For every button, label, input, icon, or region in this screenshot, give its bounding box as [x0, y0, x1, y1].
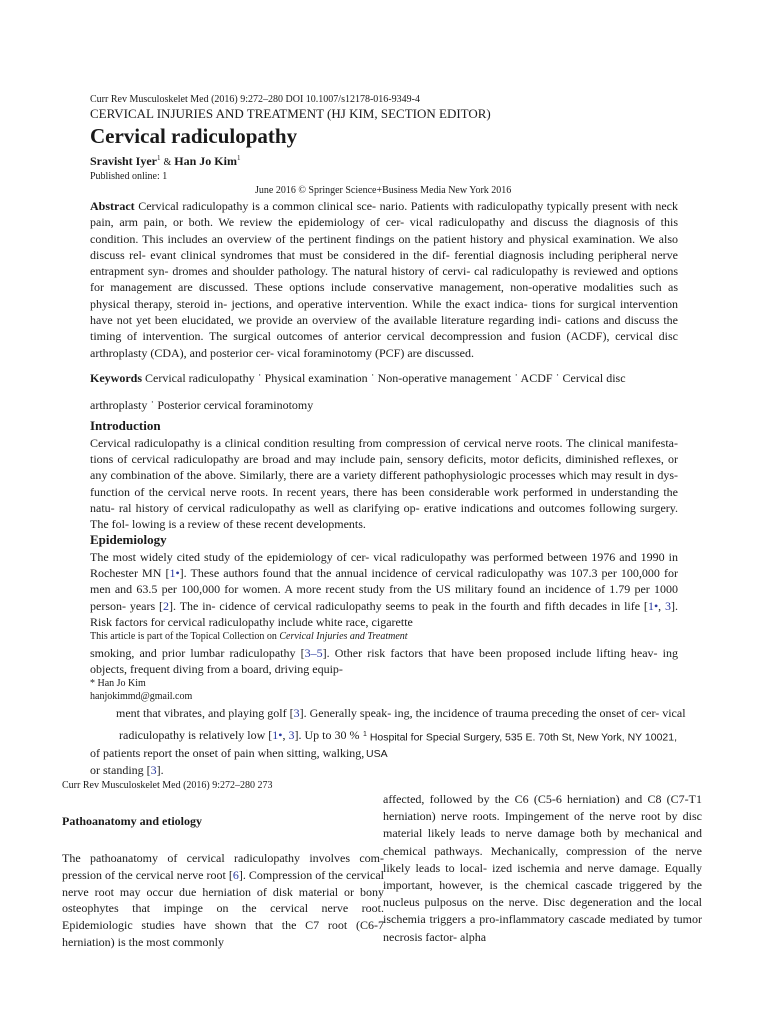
reference-link[interactable]: 6	[232, 867, 239, 882]
author-2-affil: 1	[236, 154, 241, 162]
epidemiology-heading: Epidemiology	[90, 532, 167, 547]
author-1[interactable]: Sravisht Iyer	[90, 154, 157, 168]
epidemiology-line-3	[116, 706, 686, 721]
topical-collection-note	[90, 631, 408, 642]
author-line	[90, 154, 240, 169]
epidemiology-paragraph-2	[90, 645, 678, 677]
epidemiology-line-6	[90, 763, 164, 778]
reference-link[interactable]: 3	[150, 763, 157, 777]
article-title: Cervical radiculopathy	[90, 124, 298, 148]
text-run: ment that vibrates, and playing golf [	[116, 706, 294, 720]
page-2-running-header: Curr Rev Musculoskelet Med (2016) 9:272–280 273	[62, 780, 273, 791]
text-run: ]. Other risk factors that have been proposed include lifting heav- ing objects, frequent diving from a board, driving equip-	[90, 646, 678, 677]
reference-link[interactable]: 3–5	[304, 646, 323, 660]
corresponding-email[interactable]: hanjokimmd@gmail.com	[90, 691, 193, 702]
text-run: smoking, and prior lumbar radiculopathy [	[90, 646, 305, 660]
keywords	[90, 371, 626, 386]
reference-link[interactable]: 3	[293, 706, 300, 720]
author-2[interactable]: Han Jo Kim	[174, 154, 237, 168]
text-run: ]. Compression of the cervical nerve root may occur due herniation of disk material or bony osteophytes that impinge on the cervical nerve root. Epidemiologic studies have shown that the C7 root (C6-7 herniation) is the most commonly	[62, 867, 384, 949]
note-text: This article is part of the Topical Collection on	[90, 631, 280, 642]
reference-link[interactable]: 2	[163, 598, 170, 613]
abstract-text: Cervical radiculopathy is a common clinical sce- nario. Patients with radiculopathy typically present with neck pain, arm pain, or both. We review the epidemiology of cer- vical radiculopathy and discuss the diagnosis of this condition. This includes an overview of the pertinent findings on the patient history and physical examination. We also discuss rel- evant clinical syndromes that must be considered in the dif- ferential diagnosis including peripheral nerve entrapment syn- dromes and shoulder pathology. The natural history of cervi- cal radiculopathy is reviewed and options for management are discussed. These options include conservative management, non-operative modalities such as physical therapy, steroid in- jections, and operative intervention. While the exact indica- tions for surgical intervention have not yet been elucidated, we provide an overview of the available literature regarding indi- cations and discuss the timing of intervention. The surgical outcomes of anterior cervical decompression and fusion (ACDF), cervical disc arthroplasty (CDA), and posterior cer- vical foraminotomy (PCF) are discussed.	[90, 199, 679, 360]
text-run: ].	[156, 763, 164, 777]
pathoanatomy-left-column	[62, 850, 384, 951]
epidemiology-line-4	[119, 728, 360, 743]
published-date: Published online: 1	[90, 171, 168, 182]
journal-citation: Curr Rev Musculoskelet Med (2016) 9:272–280 DOI 10.1007/s12178-016-9349-4	[90, 94, 420, 105]
keywords-line-2: arthroplasty ˙ Posterior cervical foraminotomy	[90, 398, 314, 412]
text-run: radiculopathy is relatively low [	[119, 728, 273, 742]
abstract-label: Abstract	[90, 199, 135, 213]
author-separator: &	[163, 157, 172, 168]
epidemiology-line-5: of patients report the onset of pain when sitting, walking,	[90, 746, 365, 760]
reference-link[interactable]: 1•	[169, 566, 180, 581]
text-run: ]. Generally speak- ing, the incidence of trauma preceding the onset of cer- vical	[299, 706, 686, 720]
text-run: ]. These authors found that the annual incidence of cervical radiculopathy was 107.3 per 100,000 for men and 63.5 per 100,000 for women. A more recent study from the US military found an incidence of 1.79 per 1000 person- years [	[90, 566, 678, 613]
affiliation-text: Hospital for Special Surgery, 535 E. 70th St, New York, NY 10021,	[369, 731, 678, 744]
text-run: ]. The in- cidence of cervical radiculopathy seems to peak in the fourth and fifth decades in life [	[169, 598, 648, 613]
reference-link[interactable]: 1•	[272, 728, 283, 742]
copyright-line: June 2016 © Springer Science+Business Media New York 2016	[255, 185, 512, 196]
text-run: or standing [	[90, 763, 151, 777]
reference-link[interactable]: 3	[665, 598, 672, 613]
keywords-label: Keywords	[90, 371, 142, 385]
text-run: The pathoanatomy of cervical radiculopathy involves com- pression of the cervical nerve root [	[62, 851, 384, 882]
text-run: ]. Up to 30 %	[294, 728, 360, 742]
text-run: ]. Risk factors for cervical radiculopathy include white race, cigarette	[90, 598, 679, 629]
collection-name[interactable]: Cervical Injuries and Treatment	[279, 631, 408, 642]
text-run: The most widely cited study of the epidemiology of cer- vical radiculopathy was performed between 1976 and 1990 in Rochester MN [	[90, 550, 678, 581]
reference-link[interactable]: 3	[288, 728, 295, 742]
corresponding-author: * Han Jo Kim	[90, 678, 146, 689]
abstract	[90, 198, 678, 361]
text-run: ,	[282, 728, 289, 742]
reference-link[interactable]: 1•	[647, 598, 659, 613]
section-label: CERVICAL INJURIES AND TREATMENT (HJ KIM, SECTION EDITOR)	[90, 106, 491, 121]
affiliation-country: USA	[366, 748, 388, 760]
text-run: ,	[658, 598, 666, 613]
author-1-affil: 1	[157, 154, 161, 162]
epidemiology-paragraph-1	[90, 549, 678, 630]
affiliation-number: 1	[363, 731, 367, 738]
introduction-text: Cervical radiculopathy is a clinical condition resulting from compression of cervical nerve roots. The clinical manifesta- tions of cervical radiculopathy are broad and may include pain, sensory deficits, motor deficits, diminished reflexes, or any combination of the above. Similarly, there are a variety different pathophysiologic processes which may result in dys- function of the cervical nerve roots. In recent years, there has been considerable work performed in understanding the natu- ral history of cervical radiculopathy as well as clarifying op- erative indications and outcomes following surgery. The fol- lowing is a review of these recent developments.	[90, 436, 678, 532]
affiliation	[363, 731, 677, 744]
keywords-line-1: Cervical radiculopathy ˙ Physical examination ˙ Non-operative management ˙ ACDF ˙ Cervical disc	[145, 371, 626, 385]
pathoanatomy-right-column: affected, followed by the C6 (C5-6 herniation) and C8 (C7-T1 herniation) nerve roots. Impingement of the nerve root by disc material likely leads to nerve damage both by mechanical and chemical pathways. Mechanically, compression of the nerve likely leads to local- ized ischemia and nerve damage. Equally important, however, is the chemical cascade triggered by the nucleus pulposus on the nerve. Disc degeneration and the local ischemia triggers a pro-inflammatory cascade mediated by tumor necrosis factor- alpha	[383, 792, 702, 944]
introduction-heading: Introduction	[90, 418, 161, 433]
pathoanatomy-heading: Pathoanatomy and etiology	[62, 814, 203, 828]
